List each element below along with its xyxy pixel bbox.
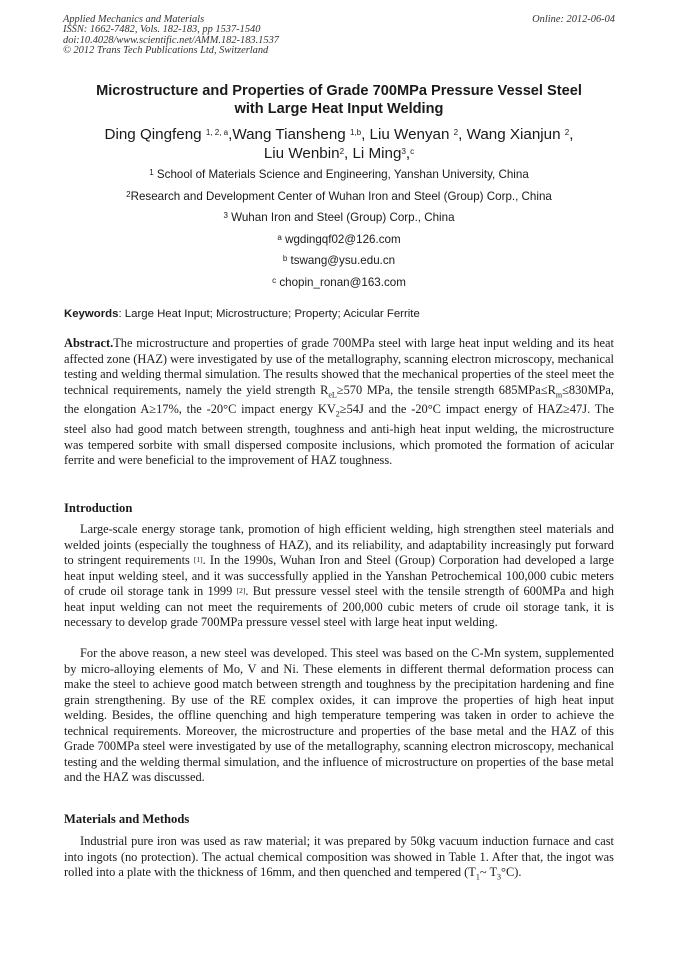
- methods-text-2: ~ T: [479, 865, 498, 879]
- author-3-mark: 2: [453, 128, 459, 137]
- methods-heading: Materials and Methods: [64, 812, 190, 826]
- author-4-tail: ,: [569, 126, 574, 143]
- abstract-sub-1: eL: [328, 389, 337, 399]
- author-5-mark: 2: [339, 147, 345, 156]
- introduction-paragraph-2: For the above reason, a new steel was developed. This steel was based on the C-Mn system, supplemented by micro-alloying elements of Mo, V and Ni. These elements in different thermal deformation process can make the steel to achieve good match between strength and toughness by the precipitation hardening and fine grain strengthening. By use of the RE complex oxides, it can improve the properties of high heat input welding. Besides, the offline quenching and high temperature tempering was taken in order to achieve the technical requirements. Moreover, the microstructure and properties of the base metal and the HAZ of this Grade 700MPa steel were investigated by use of the metallography, scanning electron microscopy, mechanical testing and the welding thermal simulation, and the influence of microstructure on properties of the base metal and the HAZ was discussed.: [64, 646, 614, 784]
- abstract-sub-2: m: [555, 389, 563, 399]
- author-1: Ding Qingfeng: [104, 126, 206, 143]
- abstract-text-4: ≥54J and the -20°C impact energy of HAZ≥47J. The steel also had good match between strength, toughness and anti-high heat input welding, the microstructure was tempered sorbite with small dispersed composite inclusions, which promoted the formation of acicular ferrite and were beneficial to the improvement of HAZ toughness.: [64, 402, 614, 468]
- author-2: ,Wang Tiansheng: [228, 126, 350, 143]
- journal-name: Applied Mechanics and Materials: [63, 14, 205, 25]
- affiliation-text: School of Materials Science and Engineering, Yanshan University, China: [153, 168, 529, 181]
- affiliation-mark: 3: [223, 211, 228, 220]
- title-line-1: Microstructure and Properties of Grade 700MPa Pressure Vessel Steel: [96, 83, 582, 99]
- author-line-1: [60, 125, 618, 144]
- author-list: [60, 125, 618, 163]
- abstract-label: Abstract.: [64, 336, 114, 350]
- author-2-mark: 1,b: [349, 128, 362, 137]
- abstract-text-3: ≤830MPa, the elongation A≥17%, the -20°C impact energy KV: [64, 382, 614, 417]
- author-line-2: [60, 144, 618, 163]
- affiliation-text: Wuhan Iron and Steel (Group) Corp., China: [227, 211, 455, 224]
- intro-text-3: . But pressure vessel steel with the tensile strength of 600MPa and high heat input welding can not meet the requirements of 200,000 cubic meters of crude oil storage tank, it is necessary to develop grade 700MPa pressure vessel steel with large heat input welding.: [64, 584, 614, 629]
- methods-text-3: °C).: [501, 865, 522, 879]
- email-text: chopin_ronan@163.com: [276, 276, 406, 289]
- abstract: [64, 336, 614, 469]
- introduction-heading: Introduction: [64, 501, 133, 515]
- paper-title: [60, 82, 618, 118]
- email-b: [60, 254, 618, 268]
- affiliation-1: [60, 168, 618, 182]
- affiliation-text: Research and Development Center of Wuhan Iron and Steel (Group) Corp., China: [130, 190, 552, 203]
- email-mark: c: [272, 276, 277, 285]
- author-4-mark: 2: [564, 128, 570, 137]
- keywords-text: : Large Heat Input; Microstructure; Property; Acicular Ferrite: [118, 308, 420, 320]
- citation-1: [1]: [193, 555, 203, 564]
- issn-line: ISSN: 1662-7482, Vols. 182-183, pp 1537-1540: [63, 24, 261, 36]
- methods-text-1: Industrial pure iron was used as raw material; it was prepared by 50kg vacuum induction furnace and cast into ingots (no protection). The actual chemical composition was showed in Table 1. After that, the ingot was rolled into a plate with the thickness of 16mm, and then quenched and tempered (T: [64, 834, 614, 879]
- methods-sub-2: 3: [497, 872, 502, 882]
- affiliation-3: [60, 211, 618, 225]
- journal-header: [63, 15, 615, 57]
- abstract-text-1: The microstructure and properties of grade 700MPa steel with large heat input welding and its heat affected zone (HAZ) were investigated by use of the metallography, scanning electron microscopy, mechanical testing and welding thermal simulation. The results showed that the mechanical properties of the steel meet the technical requirements, namely the yield strength R: [64, 336, 614, 397]
- author-6-mark: 3: [401, 147, 406, 156]
- author-5: Liu Wenbin: [263, 145, 340, 162]
- email-mark: b: [282, 254, 288, 263]
- citation-2: [2]: [236, 586, 246, 595]
- methods-sub-1: 1: [475, 872, 480, 882]
- author-4: , Wang Xianjun: [458, 126, 565, 143]
- title-line-2: with Large Heat Input Welding: [234, 101, 444, 117]
- intro-text-2: . In the 1990s, Wuhan Iron and Steel (Group) Corporation had developed a large heat input welding steel, and it was successfully applied in the Yanshan Petrochemical 100,000 cubic meters of crude oil storage tank in 1999: [64, 553, 614, 598]
- author-6-tail: ,: [405, 145, 411, 162]
- abstract-text-2: ≥570 MPa, the tensile strength 685MPa≤R: [336, 382, 556, 397]
- copyright-line: © 2012 Trans Tech Publications Ltd, Switzerland: [63, 45, 269, 57]
- doi-line: doi:10.4028/www.scientific.net/AMM.182-183.1537: [63, 34, 279, 46]
- email-c: [60, 276, 618, 290]
- email-a: [60, 233, 618, 247]
- author-1-mark: 1, 2, a: [205, 128, 229, 137]
- methods-paragraph-1: [64, 834, 614, 885]
- online-date: Online: 2012-06-04: [532, 14, 615, 25]
- email-mark: a: [277, 233, 282, 242]
- abstract-sub-3: 2: [335, 409, 340, 419]
- author-6: , Li Ming: [344, 145, 402, 162]
- affiliation-mark: 2: [126, 190, 131, 199]
- affiliation-mark: 1: [149, 168, 154, 177]
- author-3: , Liu Wenyan: [361, 126, 454, 143]
- intro-text-1: Large-scale energy storage tank, promotion of high efficient welding, high strengthen steel materials and welded joints (especially the toughness of HAZ), and its reliability, and adaptability increasingly put forward to stringent requirements: [64, 522, 614, 567]
- keywords-label: Keywords: [64, 308, 119, 320]
- email-text: tswang@ysu.edu.cn: [287, 254, 396, 267]
- introduction-paragraph-1: [64, 522, 614, 631]
- keywords: [64, 308, 616, 320]
- affiliation-2: [60, 190, 618, 204]
- author-6-mark-2: c: [410, 147, 415, 156]
- email-text: wgdingqf02@126.com: [281, 233, 401, 246]
